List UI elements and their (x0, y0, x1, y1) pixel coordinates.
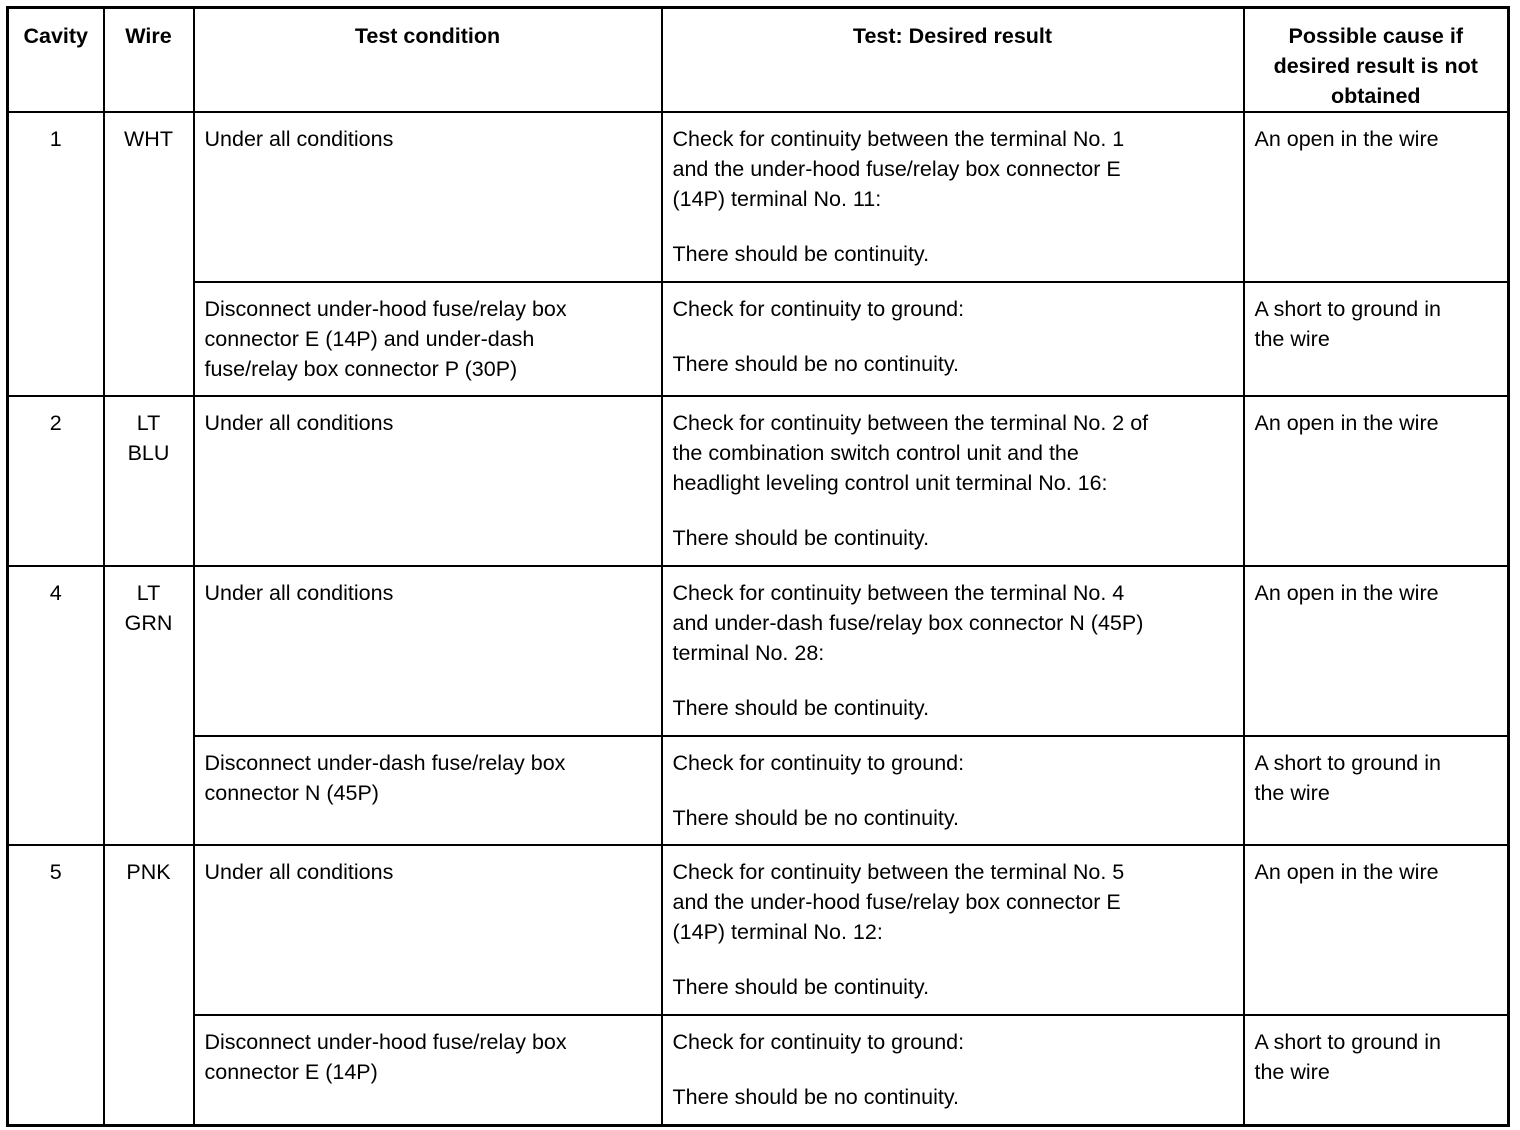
header-cause-line: obtained (1330, 84, 1421, 108)
wire-cell (104, 566, 194, 845)
cause-text: the wire (1254, 781, 1330, 805)
cause-text: A short to ground in (1254, 297, 1441, 321)
result-text: headlight leveling control unit terminal No. 16: (672, 471, 1108, 495)
cavity-cell: 1 (8, 112, 104, 396)
condition-cell (194, 1015, 662, 1126)
table-row (8, 1015, 1509, 1126)
result-text: and the under-hood fuse/relay box connector E (672, 157, 1121, 181)
cavity-cell: 4 (8, 566, 104, 845)
result-cell (662, 396, 1244, 566)
cavity-cell: 2 (8, 396, 104, 566)
cause-cell (1244, 736, 1509, 845)
table-row (8, 566, 1509, 736)
result-note: There should be continuity. (672, 526, 930, 550)
cause-text: the wire (1254, 327, 1330, 351)
result-text: Check for continuity to ground: (672, 297, 965, 321)
result-note: There should be continuity. (672, 975, 930, 999)
condition-cell (194, 396, 662, 566)
cause-text: A short to ground in (1254, 751, 1441, 775)
condition-text: Under all conditions (204, 581, 394, 605)
result-cell (662, 566, 1244, 736)
result-cell (662, 282, 1244, 396)
cause-text: An open in the wire (1254, 411, 1439, 435)
condition-text: Disconnect under-dash fuse/relay box (204, 751, 566, 775)
header-cavity: Cavity (8, 8, 104, 113)
circuit-test-table (6, 6, 1510, 1127)
condition-text: fuse/relay box connector P (30P) (204, 357, 518, 381)
condition-text: Under all conditions (204, 127, 394, 151)
result-text: Check for continuity between the terminal No. 1 (672, 127, 1125, 151)
result-note: There should be no continuity. (672, 352, 959, 376)
wire-color: LT (136, 411, 161, 435)
wire-color: PNK (126, 860, 171, 884)
result-note: There should be no continuity. (672, 806, 959, 830)
result-cell (662, 845, 1244, 1015)
result-cell (662, 112, 1244, 282)
wire-color: GRN (124, 611, 173, 635)
result-cell (662, 1015, 1244, 1126)
table-row (8, 282, 1509, 396)
condition-text: Under all conditions (204, 411, 394, 435)
header-possible-cause (1244, 8, 1509, 113)
cause-text: An open in the wire (1254, 860, 1439, 884)
table-row (8, 396, 1509, 566)
result-text: (14P) terminal No. 12: (672, 920, 883, 944)
result-text: Check for continuity between the terminal No. 4 (672, 581, 1125, 605)
cause-cell (1244, 1015, 1509, 1126)
condition-text: Under all conditions (204, 860, 394, 884)
condition-text: connector E (14P) and under-dash (204, 327, 535, 351)
result-text: and under-dash fuse/relay box connector N (45P) (672, 611, 1144, 635)
wire-cell (104, 396, 194, 566)
result-text: (14P) terminal No. 11: (672, 187, 882, 211)
wire-cell (104, 112, 194, 396)
table-row (8, 845, 1509, 1015)
result-text: Check for continuity to ground: (672, 1030, 965, 1054)
condition-text: connector N (45P) (204, 781, 379, 805)
cause-cell (1244, 282, 1509, 396)
table-row (8, 112, 1509, 282)
cause-cell (1244, 112, 1509, 282)
result-note: There should be no continuity. (672, 1085, 959, 1109)
condition-cell (194, 282, 662, 396)
header-test-condition: Test condition (194, 8, 662, 113)
result-text: Check for continuity between the terminal No. 2 of (672, 411, 1149, 435)
table-row (8, 736, 1509, 845)
header-desired-result: Test: Desired result (662, 8, 1244, 113)
wire-color: LT (136, 581, 161, 605)
result-note: There should be continuity. (672, 242, 930, 266)
condition-cell (194, 566, 662, 736)
cause-cell (1244, 396, 1509, 566)
result-text: terminal No. 28: (672, 641, 825, 665)
header-wire: Wire (104, 8, 194, 113)
condition-cell (194, 736, 662, 845)
header-cause-line: desired result is not (1273, 54, 1478, 78)
wire-color: BLU (127, 441, 170, 465)
condition-text: Disconnect under-hood fuse/relay box (204, 1030, 567, 1054)
wire-cell (104, 845, 194, 1126)
condition-text: connector E (14P) (204, 1060, 378, 1084)
condition-text: Disconnect under-hood fuse/relay box (204, 297, 567, 321)
result-text: Check for continuity to ground: (672, 751, 965, 775)
cause-text: An open in the wire (1254, 127, 1439, 151)
cause-text: An open in the wire (1254, 581, 1439, 605)
result-text: and the under-hood fuse/relay box connector E (672, 890, 1121, 914)
result-note: There should be continuity. (672, 696, 930, 720)
result-text: Check for continuity between the terminal No. 5 (672, 860, 1125, 884)
cause-cell (1244, 566, 1509, 736)
condition-cell (194, 845, 662, 1015)
cause-cell (1244, 845, 1509, 1015)
header-cause-line: Possible cause if (1288, 24, 1463, 48)
result-text: the combination switch control unit and the (672, 441, 1079, 465)
result-cell (662, 736, 1244, 845)
wire-color: WHT (124, 127, 173, 151)
cause-text: A short to ground in (1254, 1030, 1441, 1054)
cavity-cell: 5 (8, 845, 104, 1126)
header-row (8, 8, 1509, 113)
cause-text: the wire (1254, 1060, 1330, 1084)
condition-cell (194, 112, 662, 282)
